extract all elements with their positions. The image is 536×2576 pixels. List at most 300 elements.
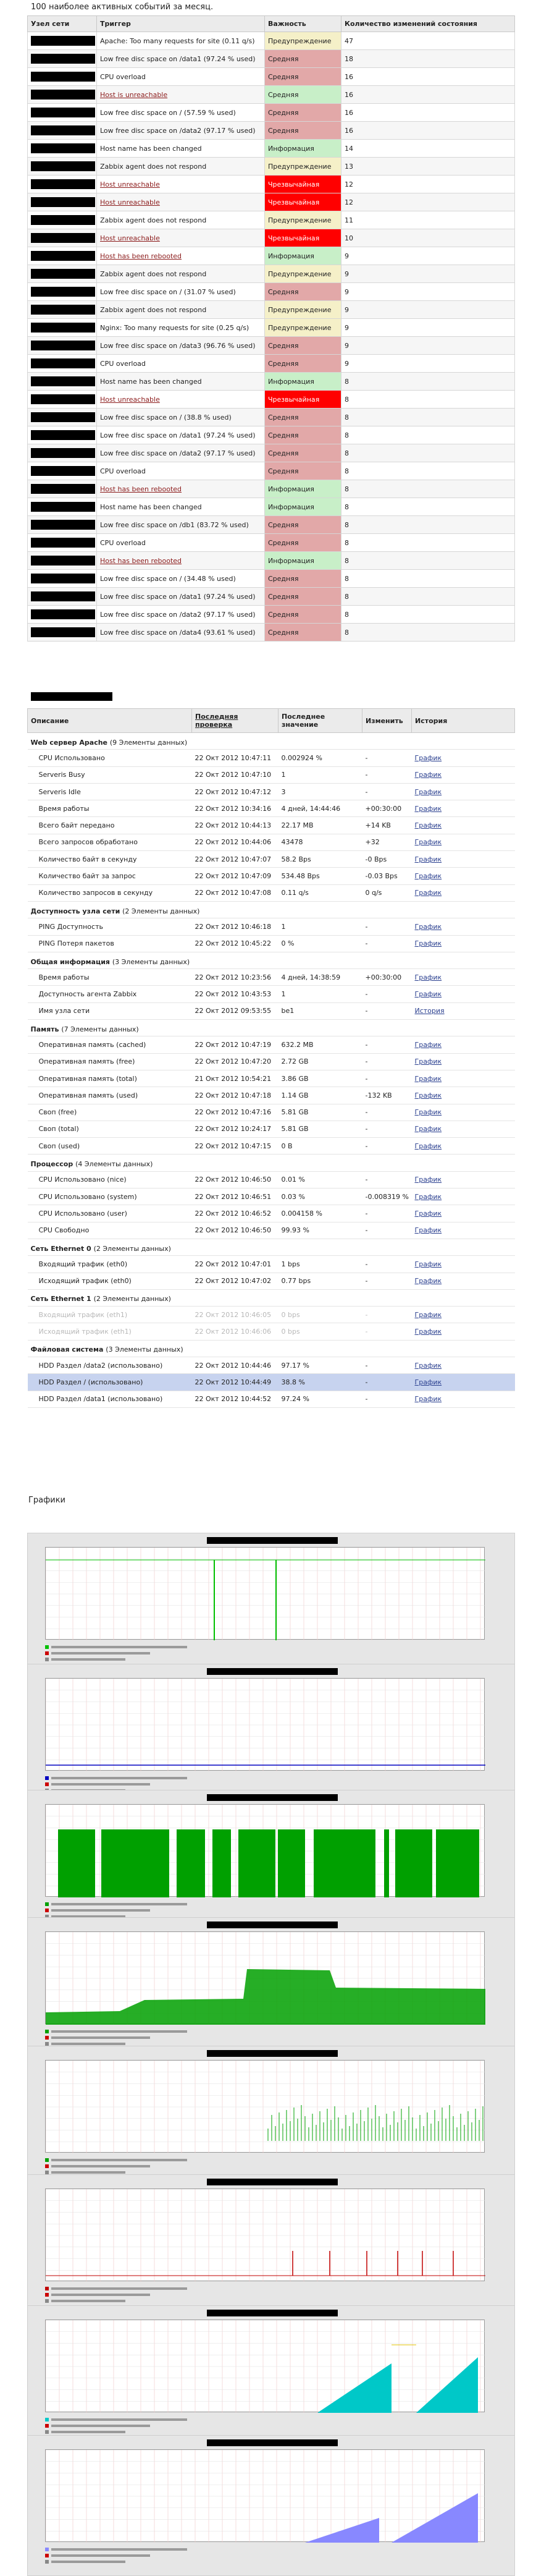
item-group-row[interactable] — [28, 952, 515, 968]
trigger-text[interactable]: Zabbix agent does not respond — [100, 269, 207, 278]
redacted-host-name — [31, 108, 95, 117]
item-name: Время работы — [28, 800, 192, 817]
history-cell[interactable] — [412, 800, 515, 817]
group-name: Общая информация — [30, 957, 110, 966]
trigger-cell — [97, 588, 265, 606]
item-group-row[interactable] — [28, 1155, 515, 1171]
trigger-cell[interactable] — [97, 391, 265, 409]
last-check-time: 22 Окт 2012 10:47:19 — [192, 1036, 278, 1053]
column-header[interactable]: Изменить — [362, 709, 412, 733]
trigger-text[interactable]: Host has been rebooted — [100, 556, 182, 565]
change-value: -0.008319 % — [362, 1188, 412, 1205]
trigger-text[interactable]: Host unreachable — [100, 234, 160, 242]
changes-count-cell: 18 — [341, 50, 515, 68]
trigger-cell[interactable] — [97, 319, 265, 337]
trigger-text[interactable]: Host unreachable — [100, 180, 160, 189]
severity-cell: Предупреждение — [265, 319, 341, 337]
group-name: Память — [30, 1025, 59, 1033]
severity-cell: Средняя — [265, 426, 341, 444]
severity-cell: Средняя — [265, 337, 341, 355]
trigger-cell[interactable] — [97, 158, 265, 176]
host-cell — [28, 337, 97, 355]
column-header[interactable]: Количество изменений состояния — [341, 16, 515, 32]
history-link[interactable]: График — [414, 821, 442, 830]
change-value: - — [362, 1121, 412, 1137]
trigger-text[interactable]: CPU overload — [100, 467, 146, 475]
legend-text-placeholder — [51, 2554, 150, 2557]
item-row — [28, 817, 515, 834]
trigger-cell — [97, 32, 265, 50]
history-link[interactable]: График — [414, 1125, 442, 1133]
trigger-cell — [97, 283, 265, 301]
history-cell[interactable] — [412, 969, 515, 986]
history-link[interactable]: График — [414, 838, 442, 847]
history-link[interactable]: График — [414, 1040, 442, 1049]
item-group-row[interactable] — [28, 1239, 515, 1255]
column-header[interactable]: История — [412, 709, 515, 733]
redacted-host-name — [31, 341, 95, 350]
item-name: Входящий трафик (eth0) — [28, 1256, 192, 1273]
legend-swatch — [45, 2164, 49, 2168]
column-header[interactable]: Важность — [265, 16, 341, 32]
item-row — [28, 1104, 515, 1121]
history-cell[interactable] — [412, 1374, 515, 1391]
trigger-cell[interactable] — [97, 462, 265, 480]
group-cell[interactable] — [28, 1020, 515, 1036]
legend-swatch — [45, 2418, 49, 2421]
severity-cell: Средняя — [265, 104, 341, 122]
group-cell[interactable] — [28, 1340, 515, 1357]
last-value: 0 B — [278, 1138, 362, 1155]
trigger-cell[interactable] — [97, 480, 265, 498]
graph-image[interactable] — [27, 1533, 515, 1674]
history-link[interactable]: График — [414, 1091, 442, 1099]
history-link[interactable]: График — [414, 1226, 442, 1235]
history-link[interactable]: График — [414, 1074, 442, 1083]
host-cell — [28, 409, 97, 426]
severity-cell: Средняя — [265, 283, 341, 301]
column-header[interactable]: Последнее значение — [278, 709, 362, 733]
history-cell[interactable] — [412, 1171, 515, 1188]
item-group-row[interactable] — [28, 1340, 515, 1357]
last-check-time: 22 Окт 2012 10:43:53 — [192, 986, 278, 1002]
history-cell[interactable] — [412, 1222, 515, 1239]
trigger-text[interactable]: Zabbix agent does not respond — [100, 162, 207, 171]
history-link[interactable]: График — [414, 1395, 442, 1404]
history-cell[interactable] — [412, 986, 515, 1002]
redacted-graph-title — [207, 1668, 338, 1675]
trigger-cell[interactable] — [97, 552, 265, 570]
host-cell — [28, 570, 97, 588]
severity-cell: Чрезвычайная — [265, 391, 341, 409]
trigger-text[interactable]: CPU overload — [100, 538, 146, 547]
severity-cell: Средняя — [265, 516, 341, 534]
trigger-text[interactable]: Nginx: Too many requests for site (0.25 q/s) — [100, 323, 249, 332]
trigger-text: Low free disc space on /data2 (97.17 % used) — [100, 449, 256, 457]
trigger-cell[interactable] — [97, 265, 265, 283]
item-name: Оперативная память (used) — [28, 1087, 192, 1104]
column-header[interactable]: Узел сети — [28, 16, 97, 32]
trigger-cell — [97, 373, 265, 391]
trigger-text[interactable]: Host unreachable — [100, 395, 160, 404]
history-cell[interactable] — [412, 783, 515, 800]
item-name: Своп (used) — [28, 1138, 192, 1155]
item-row — [28, 1273, 515, 1289]
last-value: 0.03 % — [278, 1188, 362, 1205]
trigger-text[interactable]: CPU overload — [100, 72, 146, 81]
changes-count-cell: 47 — [341, 32, 515, 50]
item-group-row[interactable] — [28, 1020, 515, 1036]
history-cell[interactable] — [412, 1273, 515, 1289]
history-cell[interactable] — [412, 851, 515, 868]
last-value: 43478 — [278, 834, 362, 850]
history-cell[interactable] — [412, 1138, 515, 1155]
trigger-text[interactable]: Host has been rebooted — [100, 252, 182, 260]
legend-swatch — [45, 1645, 49, 1649]
trigger-cell — [97, 516, 265, 534]
history-link[interactable]: График — [414, 1108, 442, 1117]
changes-count-cell: 12 — [341, 193, 515, 211]
redacted-host-name — [31, 143, 95, 153]
item-group-row[interactable] — [28, 1289, 515, 1306]
change-value: - — [362, 1391, 412, 1407]
trigger-text: Low free disc space on /data1 (97.24 % used) — [100, 431, 256, 439]
change-value: - — [362, 1273, 412, 1289]
change-value: +14 KB — [362, 817, 412, 834]
redacted-host-name — [31, 520, 95, 530]
trigger-cell — [97, 606, 265, 624]
host-cell — [28, 552, 97, 570]
redacted-host-title — [31, 692, 112, 701]
graph-plot — [45, 1547, 485, 1640]
redacted-host-name — [31, 54, 95, 64]
trigger-text: Low free disc space on / (34.48 % used) — [100, 574, 236, 583]
change-value: - — [362, 766, 412, 783]
table-row — [28, 498, 515, 516]
trigger-text[interactable]: CPU overload — [100, 359, 146, 368]
change-value: - — [362, 1222, 412, 1239]
trigger-cell — [97, 624, 265, 642]
legend-swatch — [45, 1909, 49, 1912]
last-check-time: 21 Окт 2012 10:54:21 — [192, 1070, 278, 1087]
legend-text-placeholder — [51, 1777, 187, 1779]
redacted-graph-title — [207, 1794, 338, 1801]
change-value: - — [362, 1374, 412, 1391]
latest-data-table — [27, 708, 515, 1408]
item-group-row[interactable] — [28, 733, 515, 750]
group-cell[interactable] — [28, 1239, 515, 1255]
history-link[interactable]: График — [414, 939, 442, 948]
last-check-time: 22 Окт 2012 10:47:18 — [192, 1087, 278, 1104]
legend-swatch — [45, 1902, 49, 1906]
top-events-section — [27, 2, 515, 642]
history-link[interactable]: График — [414, 1209, 442, 1218]
history-cell[interactable] — [412, 1357, 515, 1373]
item-name: HDD Раздел /data1 (использовано) — [28, 1391, 192, 1407]
history-link[interactable]: График — [414, 1176, 442, 1184]
column-header[interactable]: Описание — [28, 709, 192, 733]
graph-image[interactable] — [27, 2435, 515, 2576]
last-value: 0.01 % — [278, 1171, 362, 1188]
changes-count-cell: 16 — [341, 68, 515, 86]
group-count: (2 Элементы данных) — [93, 1244, 171, 1253]
history-link[interactable]: График — [414, 1310, 442, 1319]
history-cell[interactable] — [412, 1053, 515, 1070]
legend-text-placeholder — [51, 2287, 187, 2290]
history-cell[interactable] — [412, 817, 515, 834]
changes-count-cell: 9 — [341, 265, 515, 283]
severity-cell: Информация — [265, 552, 341, 570]
item-row — [28, 1121, 515, 1137]
graph-plot — [45, 1804, 485, 1897]
host-cell — [28, 301, 97, 319]
history-cell[interactable] — [412, 868, 515, 884]
trigger-cell[interactable] — [97, 176, 265, 193]
history-cell[interactable] — [412, 1104, 515, 1121]
item-row — [28, 800, 515, 817]
trigger-cell[interactable] — [97, 229, 265, 247]
item-row — [28, 884, 515, 901]
history-link[interactable]: График — [414, 855, 442, 863]
host-cell — [28, 32, 97, 50]
last-check-time: 22 Окт 2012 10:47:11 — [192, 750, 278, 766]
graph-image[interactable] — [27, 2305, 515, 2446]
legend-text-placeholder — [51, 2165, 150, 2167]
last-check-time: 22 Окт 2012 10:46:50 — [192, 1171, 278, 1188]
changes-count-cell: 9 — [341, 337, 515, 355]
trigger-text: Low free disc space on /data2 (97.17 % used) — [100, 126, 256, 135]
item-row — [28, 1036, 515, 1053]
history-cell[interactable] — [412, 1256, 515, 1273]
last-value: 3 — [278, 783, 362, 800]
history-cell[interactable] — [412, 1002, 515, 1019]
table-row — [28, 265, 515, 283]
table-row — [28, 211, 515, 229]
history-cell[interactable] — [412, 1121, 515, 1137]
redacted-host-name — [31, 574, 95, 583]
group-cell[interactable] — [28, 733, 515, 750]
changes-count-cell: 13 — [341, 158, 515, 176]
history-cell[interactable] — [412, 1070, 515, 1087]
severity-cell: Предупреждение — [265, 301, 341, 319]
trigger-text: Low free disc space on / (31.07 % used) — [100, 287, 236, 296]
last-check-time: 22 Окт 2012 09:53:55 — [192, 1002, 278, 1019]
change-value: - — [362, 1002, 412, 1019]
history-link[interactable]: График — [414, 1260, 442, 1268]
change-value: -0 Bps — [362, 851, 412, 868]
group-cell[interactable] — [28, 901, 515, 918]
trigger-cell[interactable] — [97, 301, 265, 319]
history-cell[interactable] — [412, 750, 515, 766]
legend-swatch — [45, 2548, 49, 2551]
last-value: 2.72 GB — [278, 1053, 362, 1070]
group-count: (2 Элементы данных) — [93, 1295, 171, 1303]
changes-count-cell: 8 — [341, 516, 515, 534]
last-value: 0.11 q/s — [278, 884, 362, 901]
graph-plot — [45, 2320, 485, 2412]
history-cell[interactable] — [412, 884, 515, 901]
graph-image[interactable] — [27, 1790, 515, 1931]
history-link[interactable]: График — [414, 922, 442, 931]
change-value: 0 q/s — [362, 884, 412, 901]
history-link[interactable]: График — [414, 1192, 442, 1201]
last-value: 1 bps — [278, 1256, 362, 1273]
host-cell — [28, 140, 97, 158]
item-row — [28, 1307, 515, 1323]
history-link[interactable]: График — [414, 1142, 442, 1150]
trigger-cell[interactable] — [97, 211, 265, 229]
trigger-text[interactable]: Host has been rebooted — [100, 485, 182, 493]
graph-image[interactable] — [27, 1917, 515, 2058]
trigger-text[interactable]: Zabbix agent does not respond — [100, 216, 207, 224]
history-link[interactable]: График — [414, 973, 442, 981]
last-value: 38.8 % — [278, 1374, 362, 1391]
host-cell — [28, 355, 97, 373]
history-link[interactable]: График — [414, 1378, 442, 1386]
changes-count-cell: 8 — [341, 588, 515, 606]
item-name: Всего запросов обработано — [28, 834, 192, 850]
history-link[interactable]: График — [414, 1328, 442, 1336]
trigger-cell[interactable] — [97, 193, 265, 211]
item-name: CPU Использовано — [28, 750, 192, 766]
group-count: (3 Элементы данных) — [112, 957, 190, 966]
graph-image[interactable] — [27, 2046, 515, 2187]
trigger-text[interactable]: Host unreachable — [100, 198, 160, 206]
history-cell[interactable] — [412, 1323, 515, 1340]
host-cell — [28, 444, 97, 462]
group-cell[interactable] — [28, 952, 515, 968]
legend-swatch — [45, 2299, 49, 2303]
item-group-row[interactable] — [28, 901, 515, 918]
last-value: 1 — [278, 766, 362, 783]
page-heading: 100 наиболее активных событий за месяц. — [31, 2, 214, 12]
table-row — [28, 193, 515, 211]
item-row — [28, 1205, 515, 1222]
changes-count-cell: 8 — [341, 426, 515, 444]
trigger-text[interactable]: Zabbix agent does not respond — [100, 305, 207, 314]
legend-swatch — [45, 2036, 49, 2040]
changes-count-cell: 8 — [341, 552, 515, 570]
history-link[interactable]: График — [414, 1057, 442, 1066]
history-link[interactable]: График — [414, 804, 442, 813]
group-cell[interactable] — [28, 1289, 515, 1306]
graph-plot — [45, 2188, 485, 2281]
severity-cell: Средняя — [265, 624, 341, 642]
item-name: Количество байт за запрос — [28, 868, 192, 884]
change-value: - — [362, 986, 412, 1002]
history-link[interactable]: График — [414, 771, 442, 779]
table-row — [28, 516, 515, 534]
trigger-cell[interactable] — [97, 86, 265, 104]
severity-cell: Средняя — [265, 570, 341, 588]
last-check-time: 22 Окт 2012 10:46:05 — [192, 1307, 278, 1323]
history-link[interactable]: График — [414, 1277, 442, 1286]
history-cell[interactable] — [412, 918, 515, 935]
history-link[interactable]: График — [414, 990, 442, 999]
trigger-text[interactable]: Host is unreachable — [100, 90, 168, 99]
last-value: 0 % — [278, 935, 362, 952]
history-cell[interactable] — [412, 766, 515, 783]
legend-text-placeholder — [51, 2043, 125, 2045]
changes-count-cell: 9 — [341, 301, 515, 319]
group-cell[interactable] — [28, 1155, 515, 1171]
change-value: - — [362, 750, 412, 766]
legend-text-placeholder — [51, 1783, 150, 1786]
redacted-host-name — [31, 125, 95, 135]
severity-cell: Чрезвычайная — [265, 176, 341, 193]
host-cell — [28, 247, 97, 265]
last-value: 58.2 Bps — [278, 851, 362, 868]
item-name: Оперативная память (total) — [28, 1070, 192, 1087]
last-check-time: 22 Окт 2012 10:47:08 — [192, 884, 278, 901]
legend-text-placeholder — [51, 1658, 125, 1661]
history-cell[interactable] — [412, 1391, 515, 1407]
trigger-cell[interactable] — [97, 534, 265, 552]
item-name: CPU Использовано (system) — [28, 1188, 192, 1205]
history-link[interactable]: История — [414, 1007, 445, 1015]
item-name: CPU Использовано (nice) — [28, 1171, 192, 1188]
history-cell[interactable] — [412, 935, 515, 952]
history-link[interactable]: График — [414, 889, 442, 897]
item-row — [28, 834, 515, 850]
item-row — [28, 918, 515, 935]
redacted-host-name — [31, 90, 95, 100]
history-cell[interactable] — [412, 1036, 515, 1053]
column-header[interactable]: Последняя проверка — [192, 709, 278, 733]
host-cell — [28, 391, 97, 409]
item-name: Входящий трафик (eth1) — [28, 1307, 192, 1323]
history-cell[interactable] — [412, 1307, 515, 1323]
legend-swatch — [45, 1658, 49, 1661]
item-row — [28, 1256, 515, 1273]
changes-count-cell: 8 — [341, 498, 515, 516]
group-name: Сеть Ethernet 1 — [30, 1295, 91, 1303]
changes-count-cell: 8 — [341, 462, 515, 480]
severity-cell: Информация — [265, 480, 341, 498]
trigger-cell[interactable] — [97, 247, 265, 265]
severity-cell: Средняя — [265, 68, 341, 86]
trigger-cell[interactable] — [97, 355, 265, 373]
severity-cell: Средняя — [265, 462, 341, 480]
trigger-cell[interactable] — [97, 68, 265, 86]
graph-image[interactable] — [27, 1664, 515, 1805]
changes-count-cell: 8 — [341, 409, 515, 426]
item-row — [28, 1053, 515, 1070]
history-cell[interactable] — [412, 1087, 515, 1104]
history-cell[interactable] — [412, 1205, 515, 1222]
group-count: (2 Элементы данных) — [122, 907, 200, 915]
last-value: 5.81 GB — [278, 1104, 362, 1121]
graph-image[interactable] — [27, 2174, 515, 2315]
history-link[interactable]: График — [414, 753, 442, 762]
history-link[interactable]: График — [414, 1361, 442, 1370]
table-row — [28, 624, 515, 642]
history-link[interactable]: График — [414, 787, 442, 796]
history-cell[interactable] — [412, 1188, 515, 1205]
group-count: (3 Элементы данных) — [106, 1345, 183, 1354]
redacted-host-name — [31, 502, 95, 512]
history-cell[interactable] — [412, 834, 515, 850]
legend-swatch — [45, 1782, 49, 1786]
group-name: Процессор — [30, 1160, 73, 1169]
column-header[interactable]: Триггер — [97, 16, 265, 32]
host-cell — [28, 283, 97, 301]
history-link[interactable]: График — [414, 872, 442, 881]
table-row — [28, 462, 515, 480]
changes-count-cell: 8 — [341, 444, 515, 462]
legend-swatch — [45, 2430, 49, 2434]
severity-cell: Предупреждение — [265, 158, 341, 176]
